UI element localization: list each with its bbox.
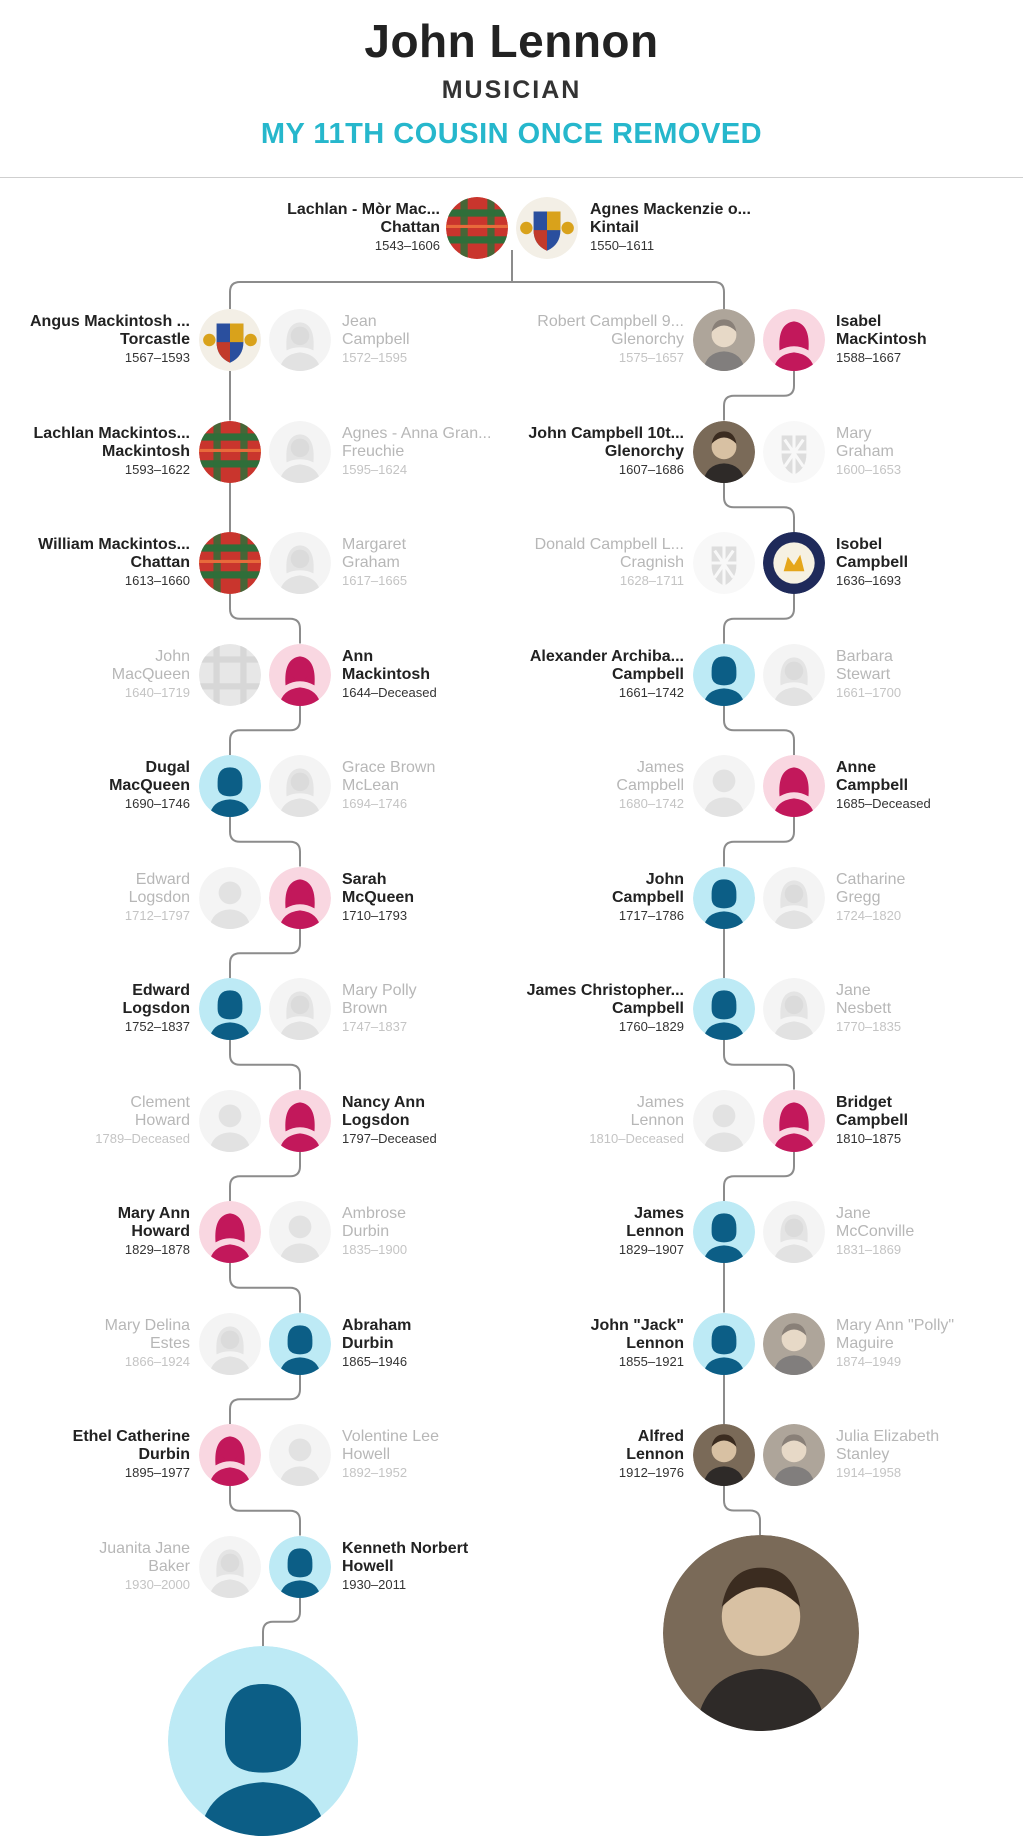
person-name: William Mackintos... <box>38 536 190 553</box>
male-avatar-icon[interactable] <box>693 1313 755 1375</box>
person-name: Isobel <box>836 536 883 553</box>
person-name: Mary Polly <box>342 982 417 999</box>
spouse-card[interactable] <box>494 1094 684 1148</box>
person-name: Isabel <box>836 313 882 330</box>
descent-connector <box>230 1486 300 1536</box>
person-name: James Christopher... <box>526 982 684 999</box>
red-tartan-icon[interactable] <box>446 197 508 259</box>
person-name: Grace Brown <box>342 759 436 776</box>
female-silhouette-icon[interactable] <box>269 755 331 817</box>
person-dates: 1712–1797 <box>124 907 190 923</box>
person-surname: Lennon <box>626 1334 684 1352</box>
person-surname: Graham <box>342 554 400 571</box>
person-surname: Logsdon <box>342 1111 410 1129</box>
descent-connector <box>724 817 794 867</box>
person-name: Ann <box>342 647 374 665</box>
spouse-card[interactable] <box>836 648 1023 702</box>
person-card[interactable] <box>0 1428 190 1482</box>
descent-connector <box>230 594 300 644</box>
person-surname: Howell <box>342 1557 394 1575</box>
male-avatar-icon[interactable] <box>269 1313 331 1375</box>
person-dates: 1680–1742 <box>618 796 684 811</box>
person-dates: 1752–1837 <box>124 1019 190 1034</box>
descent-connector <box>230 1152 300 1202</box>
shield-crest-icon[interactable] <box>693 532 755 594</box>
person-name: Mary <box>836 424 872 442</box>
person-surname: Chattan <box>130 554 190 571</box>
person-name: Ambrose <box>342 1205 407 1222</box>
person-card[interactable] <box>836 313 1023 367</box>
person-dates: 1810–Deceased <box>589 1130 684 1146</box>
person-surname: Gregg <box>836 888 881 906</box>
person-name: Clement <box>130 1093 190 1111</box>
person-surname: Campbell <box>342 331 410 348</box>
person-surname: Maguire <box>836 1334 894 1352</box>
person-surname: Campbell <box>836 777 909 794</box>
person-name: Ethel Catherine <box>72 1428 190 1445</box>
person-name: Juanita Jane <box>99 1539 190 1557</box>
person-surname: McLean <box>342 777 399 794</box>
person-surname: MacQueen <box>109 777 190 794</box>
female-avatar-icon[interactable] <box>269 1090 331 1152</box>
person-surname: Lennon <box>626 1446 684 1463</box>
spouse-card[interactable] <box>0 1540 190 1594</box>
person-surname: Mackintosh <box>101 442 190 460</box>
person-card[interactable] <box>494 982 684 1036</box>
person-dates: 1550–1611 <box>590 238 655 253</box>
person-name: Agnes - Anna Gran... <box>342 424 492 442</box>
female-silhouette-icon[interactable] <box>269 309 331 371</box>
person-dates: 1636–1693 <box>836 573 902 588</box>
person-surname: Campbell <box>836 1111 909 1129</box>
person-dates: 1694–1746 <box>342 796 408 811</box>
person-card[interactable] <box>0 425 190 479</box>
person-surname: Campbell <box>611 1000 684 1017</box>
person-surname: Campbell <box>836 554 909 571</box>
person-dates: 1829–1878 <box>124 1242 190 1257</box>
person-surname: Stewart <box>836 665 891 683</box>
female-avatar-icon[interactable] <box>199 1201 261 1263</box>
person-card[interactable] <box>0 1205 190 1259</box>
person-dates: 1607–1686 <box>618 461 684 477</box>
person-surname: Graham <box>836 442 894 460</box>
person-card[interactable] <box>342 1540 532 1594</box>
person-surname: Logsdon <box>128 888 190 906</box>
person-dates: 1661–1742 <box>618 684 684 700</box>
male-avatar-icon[interactable] <box>199 978 261 1040</box>
person-dates: 1866–1924 <box>124 1353 190 1369</box>
descent-connector <box>263 1598 300 1647</box>
person-dates: 1770–1835 <box>836 1019 902 1034</box>
female-silhouette-icon[interactable] <box>199 1536 261 1598</box>
descent-connector <box>724 1040 794 1090</box>
person-dates: 1644–Deceased <box>342 684 437 700</box>
spouse-card[interactable] <box>836 1205 1023 1259</box>
female-silhouette-icon[interactable] <box>763 978 825 1040</box>
person-surname: Durbin <box>138 1446 190 1463</box>
person-dates: 1628–1711 <box>619 573 684 588</box>
person-card[interactable] <box>0 536 190 590</box>
person-surname: Durbin <box>342 1223 390 1240</box>
person-name: James <box>636 759 684 776</box>
person-name: John "Jack" <box>590 1316 684 1334</box>
female-silhouette-icon[interactable] <box>269 978 331 1040</box>
person-surname: Glenorchy <box>611 331 684 348</box>
person-surname: Nesbett <box>836 1000 892 1017</box>
person-card[interactable] <box>0 313 190 367</box>
person-name: Dugal <box>145 759 190 776</box>
descent-connector <box>230 706 300 756</box>
descent-connector <box>724 706 794 756</box>
red-tartan-icon[interactable] <box>199 421 261 483</box>
person-card[interactable] <box>494 648 684 702</box>
female-avatar-icon[interactable] <box>269 867 331 929</box>
person-dates: 1835–1900 <box>342 1242 408 1257</box>
male-avatar-icon[interactable] <box>168 1646 358 1836</box>
person-name: Bridget <box>836 1093 892 1111</box>
person-card[interactable] <box>494 871 684 925</box>
person-card[interactable] <box>494 1428 684 1482</box>
person-surname: Campbell <box>611 665 684 683</box>
person-name: John <box>155 647 190 665</box>
person-dates: 1912–1976 <box>618 1465 684 1480</box>
person-name: Lachlan - Mòr Mac... <box>287 201 440 218</box>
male-silhouette-icon[interactable] <box>199 867 261 929</box>
person-surname: Estes <box>149 1334 190 1352</box>
person-surname: Torcastle <box>120 331 190 348</box>
person-surname: Baker <box>148 1557 190 1575</box>
person-card[interactable] <box>0 982 190 1036</box>
person-dates: 1892–1952 <box>342 1465 408 1480</box>
relationship-label: MY 11TH COUSIN ONCE REMOVED <box>260 118 763 150</box>
female-avatar-icon[interactable] <box>269 644 331 706</box>
female-avatar-icon[interactable] <box>763 309 825 371</box>
spouse-card[interactable] <box>0 1094 190 1148</box>
male-silhouette-icon[interactable] <box>269 1424 331 1486</box>
person-dates: 1747–1837 <box>342 1019 408 1034</box>
descent-connector <box>230 1040 300 1090</box>
portrait-photo-icon[interactable] <box>763 1313 825 1375</box>
person-name: Donald Campbell L... <box>534 536 684 553</box>
person-card[interactable] <box>494 1205 684 1259</box>
person-name: Julia Elizabeth <box>836 1428 940 1445</box>
female-silhouette-icon[interactable] <box>269 421 331 483</box>
person-surname: Lennon <box>626 1223 684 1240</box>
person-dates: 1613–1660 <box>124 573 190 588</box>
male-silhouette-icon[interactable] <box>269 1201 331 1263</box>
gray-tartan-icon[interactable] <box>199 644 261 706</box>
person-dates: 1760–1829 <box>618 1019 684 1034</box>
person-surname: Cragnish <box>619 554 684 571</box>
person-dates: 1717–1786 <box>618 907 684 923</box>
person-dates: 1617–1665 <box>342 573 408 588</box>
portrait-photo-icon[interactable] <box>693 309 755 371</box>
person-dates: 1874–1949 <box>836 1353 902 1369</box>
descent-connector <box>724 594 794 644</box>
person-dates: 1572–1595 <box>342 350 408 365</box>
person-name: James <box>636 1093 684 1111</box>
person-name: Mary Delina <box>104 1316 190 1334</box>
male-silhouette-icon[interactable] <box>693 755 755 817</box>
person-surname: Brown <box>342 1000 388 1017</box>
person-dates: 1567–1593 <box>124 350 190 365</box>
person-name: Volentine Lee <box>342 1428 439 1445</box>
person-dates: 1685–Deceased <box>836 796 931 811</box>
person-dates: 1914–1958 <box>836 1465 902 1480</box>
person-name: Edward <box>135 870 190 888</box>
male-avatar-icon[interactable] <box>269 1536 331 1598</box>
person-surname: Freuchie <box>342 442 405 460</box>
male-silhouette-icon[interactable] <box>199 1090 261 1152</box>
red-tartan-icon[interactable] <box>199 532 261 594</box>
person-card[interactable] <box>836 1094 1023 1148</box>
person-name: Kenneth Norbert <box>342 1539 469 1557</box>
spouse-card[interactable] <box>836 425 1023 479</box>
spouse-card[interactable] <box>836 871 1023 925</box>
male-avatar-icon[interactable] <box>693 867 755 929</box>
descent-connector <box>724 1152 794 1202</box>
person-surname: Howard <box>134 1111 190 1129</box>
person-dates: 1600–1653 <box>836 461 902 477</box>
person-card-root-left[interactable] <box>250 201 440 255</box>
person-name: Barbara <box>836 647 893 665</box>
spouse-card[interactable] <box>836 1428 1023 1482</box>
person-surname: Kintail <box>590 219 639 236</box>
person-card[interactable] <box>0 759 190 813</box>
person-name: Alexander Archiba... <box>529 647 684 665</box>
descent-connector <box>230 1375 300 1425</box>
root-branch-connector <box>230 282 724 309</box>
person-name: Alfred <box>637 1428 684 1445</box>
person-surname: Lennon <box>630 1111 684 1129</box>
spouse-card[interactable] <box>494 313 684 367</box>
person-surname: MacQueen <box>111 665 190 683</box>
female-silhouette-icon[interactable] <box>763 644 825 706</box>
person-surname: McConville <box>836 1223 915 1240</box>
portrait-photo-icon[interactable] <box>663 1535 859 1731</box>
coat-of-arms-icon[interactable] <box>516 197 578 259</box>
person-dates: 1930–2000 <box>124 1576 190 1592</box>
person-dates: 1930–2011 <box>342 1576 407 1592</box>
person-name: Angus Mackintosh ... <box>29 313 190 330</box>
person-dates: 1710–1793 <box>342 907 408 923</box>
female-silhouette-icon[interactable] <box>269 532 331 594</box>
crest-badge-icon[interactable] <box>763 532 825 594</box>
person-card[interactable] <box>836 759 1023 813</box>
person-name: Lachlan Mackintos... <box>33 424 190 442</box>
portrait-photo-icon[interactable] <box>693 421 755 483</box>
spouse-card[interactable] <box>0 1317 190 1371</box>
spouse-card[interactable] <box>494 536 684 590</box>
person-surname: Campbell <box>616 777 684 794</box>
person-name: Nancy Ann <box>342 1093 425 1111</box>
spouse-card[interactable] <box>0 871 190 925</box>
person-dates: 1829–1907 <box>618 1242 684 1257</box>
person-name: Robert Campbell 9... <box>537 313 684 330</box>
person-dates: 1789–Deceased <box>95 1130 190 1146</box>
person-name: Abraham <box>342 1316 412 1334</box>
person-surname: Durbin <box>342 1334 394 1352</box>
female-avatar-icon[interactable] <box>763 1090 825 1152</box>
female-avatar-icon[interactable] <box>763 755 825 817</box>
person-dates: 1575–1657 <box>618 350 684 365</box>
person-dates: 1865–1946 <box>342 1353 408 1369</box>
portrait-photo-icon[interactable] <box>763 1424 825 1486</box>
person-name: John <box>645 870 684 888</box>
person-name: Sarah <box>342 870 387 888</box>
page-subtitle: MUSICIAN <box>441 76 582 104</box>
person-name: Catharine <box>836 870 906 888</box>
person-dates: 1661–1700 <box>836 684 902 700</box>
spouse-card[interactable] <box>836 982 1023 1036</box>
person-card[interactable] <box>836 536 1023 590</box>
descent-connector <box>724 371 794 421</box>
person-card[interactable] <box>494 1317 684 1371</box>
male-silhouette-icon[interactable] <box>693 1090 755 1152</box>
person-dates: 1797–Deceased <box>342 1130 437 1146</box>
person-dates: 1593–1622 <box>124 461 190 477</box>
person-name: John Campbell 10t... <box>528 424 684 442</box>
person-dates: 1831–1869 <box>836 1242 902 1257</box>
portrait-photo-icon[interactable] <box>693 1424 755 1486</box>
descent-connector <box>230 817 300 867</box>
person-dates: 1588–1667 <box>836 350 902 365</box>
person-name: Mary Ann <box>117 1205 190 1222</box>
person-name: Margaret <box>342 536 407 553</box>
person-name: Edward <box>132 982 190 999</box>
person-surname: McQueen <box>342 888 415 906</box>
person-name: James <box>634 1205 684 1222</box>
person-surname: MacKintosh <box>836 331 927 348</box>
person-dates: 1810–1875 <box>836 1130 902 1146</box>
male-avatar-icon[interactable] <box>199 755 261 817</box>
person-dates: 1855–1921 <box>618 1353 684 1369</box>
person-dates: 1640–1719 <box>124 684 190 700</box>
person-surname: Chattan <box>380 219 440 236</box>
female-silhouette-icon[interactable] <box>199 1313 261 1375</box>
descent-connector <box>724 1486 760 1535</box>
person-name: Jean <box>342 313 377 330</box>
person-name: Anne <box>836 759 876 776</box>
person-card[interactable] <box>494 425 684 479</box>
male-avatar-icon[interactable] <box>693 978 755 1040</box>
coat-of-arms-icon[interactable] <box>199 309 261 371</box>
person-dates: 1543–1606 <box>374 238 440 253</box>
person-dates: 1724–1820 <box>836 907 902 923</box>
person-surname: Campbell <box>611 888 684 906</box>
person-card-root-right[interactable] <box>590 201 780 255</box>
male-avatar-icon[interactable] <box>693 1201 755 1263</box>
female-silhouette-icon[interactable] <box>763 1201 825 1263</box>
person-name: Jane <box>836 982 871 999</box>
descent-connector <box>724 483 794 533</box>
person-dates: 1690–1746 <box>124 796 190 811</box>
male-avatar-icon[interactable] <box>693 644 755 706</box>
person-name: Agnes Mackenzie o... <box>590 201 751 218</box>
person-surname: Logsdon <box>122 1000 190 1017</box>
person-surname: Howard <box>131 1223 190 1240</box>
female-silhouette-icon[interactable] <box>763 867 825 929</box>
person-surname: Stanley <box>836 1446 890 1463</box>
person-name: Jane <box>836 1205 871 1222</box>
spouse-card[interactable] <box>836 1317 1023 1371</box>
spouse-card[interactable] <box>494 759 684 813</box>
descent-connector <box>230 1263 300 1313</box>
page-title: John Lennon <box>364 15 659 67</box>
person-name: Mary Ann "Polly" <box>836 1316 955 1334</box>
person-dates: 1595–1624 <box>342 461 408 477</box>
person-dates: 1895–1977 <box>124 1465 190 1480</box>
person-surname: Mackintosh <box>342 665 431 683</box>
person-surname: Glenorchy <box>604 442 684 460</box>
spouse-card[interactable] <box>0 648 190 702</box>
person-surname: Howell <box>342 1446 391 1463</box>
shield-crest-icon[interactable] <box>763 421 825 483</box>
descent-connector <box>230 929 300 979</box>
female-avatar-icon[interactable] <box>199 1424 261 1486</box>
